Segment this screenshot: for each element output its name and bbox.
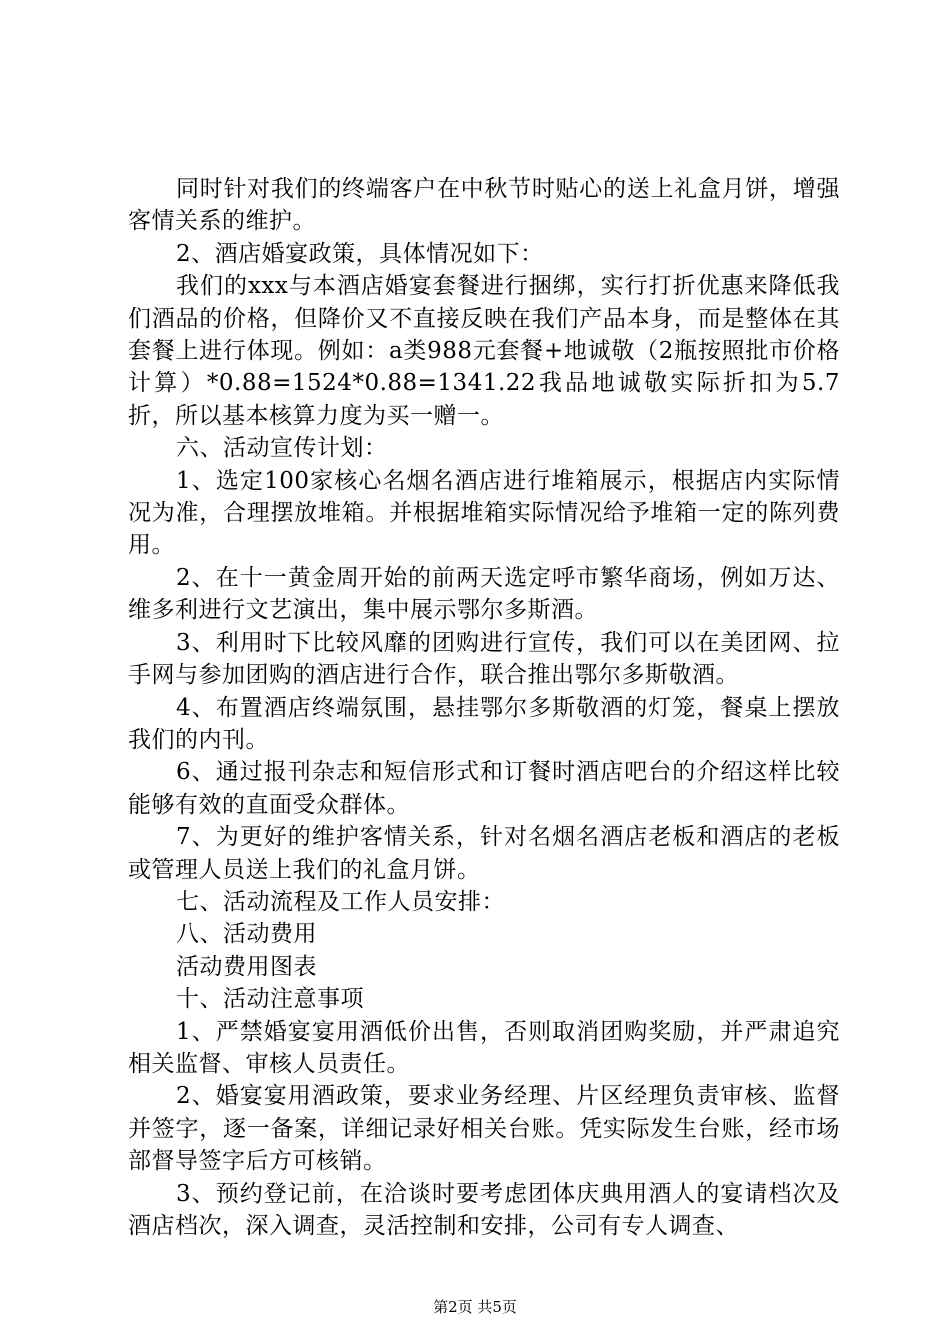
paragraph: 3、利用时下比较风靡的团购进行宣传，我们可以在美团网、拉手网与参加团购的酒店进行合作，联合推出鄂尔多斯敬酒。 — [128, 629, 840, 689]
paragraph: 2、婚宴宴用酒政策，要求业务经理、片区经理负责审核、监督并签字，逐一备案，详细记录好相关台账。凭实际发生台账，经市场部督导签字后方可核销。 — [128, 1083, 840, 1175]
paragraph: 6、通过报刊杂志和短信形式和订餐时酒店吧台的介绍这样比较能够有效的直面受众群体。 — [128, 759, 840, 818]
section-heading: 七、活动流程及工作人员安排： — [176, 888, 505, 915]
paragraph: 7、为更好的维护客情关系，针对名烟名酒店老板和酒店的老板或管理人员送上我们的礼盒月饼。 — [128, 824, 840, 883]
document-body — [128, 173, 840, 1242]
section-heading: 十、活动注意事项 — [176, 986, 364, 1013]
paragraph: 2、酒店婚宴政策，具体情况如下： — [176, 240, 544, 267]
paragraph: 我们的xxx与本酒店婚宴套餐进行捆绑，实行打折优惠来降低我们酒品的价格，但降价又不直接反映在我们产品本身，而是整体在其套餐上进行体现。例如：a类988元套餐+地诚敬（2瓶按照批市价格计算）*0.88=1524*0.88=1341.22我品地诚敬实际折扣为5.7折，所以基本核算力度为买一赠一。 — [128, 273, 840, 429]
paragraph: 1、严禁婚宴宴用酒低价出售，否则取消团购奖励，并严肃追究相关监督、审核人员责任。 — [128, 1018, 840, 1077]
page-number-footer: 第2页 共5页 — [433, 1298, 517, 1316]
paragraph: 活动费用图表 — [176, 953, 317, 980]
paragraph: 3、预约登记前，在洽谈时要考虑团体庆典用酒人的宴请档次及酒店档次，深入调查，灵活控制和安排，公司有专人调查、 — [128, 1180, 840, 1239]
paragraph: 4、布置酒店终端氛围，悬挂鄂尔多斯敬酒的灯笼，餐桌上摆放我们的内刊。 — [128, 694, 840, 753]
paragraph: 2、在十一黄金周开始的前两天选定呼市繁华商场，例如万达、维多利进行文艺演出，集中展示鄂尔多斯酒。 — [128, 564, 840, 624]
paragraph: 1、选定100家核心名烟名酒店进行堆箱展示，根据店内实际情况为准，合理摆放堆箱。并根据堆箱实际情况给予堆箱一定的陈列费用。 — [128, 467, 840, 559]
paragraph: 同时针对我们的终端客户在中秋节时贴心的送上礼盒月饼，增强客情关系的维护。 — [128, 176, 840, 235]
section-heading: 六、活动宣传计划： — [176, 435, 388, 462]
section-heading: 八、活动费用 — [176, 921, 317, 948]
